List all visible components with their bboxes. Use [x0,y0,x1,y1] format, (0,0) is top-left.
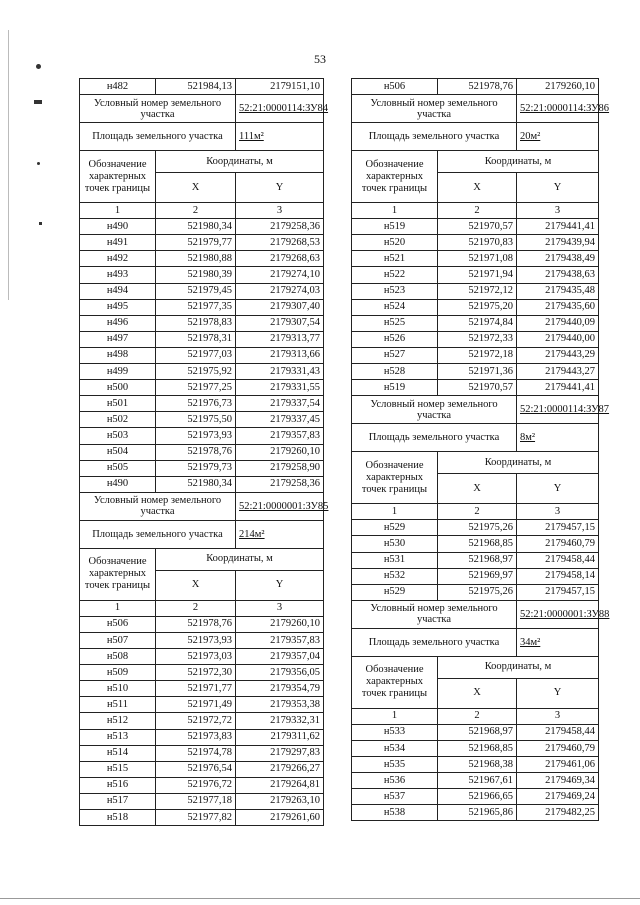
header-coordinates: Координаты, м [156,548,324,570]
point-id: н506 [352,79,438,95]
point-id: н530 [352,536,438,552]
coord-y: 2179443,27 [517,364,599,380]
coord-x: 521980,39 [156,267,236,283]
coord-y: 2179353,38 [236,697,324,713]
column-number: 3 [517,203,599,219]
table-row [352,757,599,773]
parcel-meta-label: Площадь земельного участка [80,123,236,151]
table-row [80,331,324,347]
point-id: н531 [352,552,438,568]
coord-y: 2179264,81 [236,777,324,793]
column-number: 1 [352,708,438,724]
point-id: н521 [352,251,438,267]
coord-y: 2179440,09 [517,315,599,331]
point-id: н522 [352,267,438,283]
coord-x: 521977,18 [156,793,236,809]
coord-y: 2179441,41 [517,219,599,235]
coord-y: 2179357,83 [236,428,324,444]
point-id: н492 [80,251,156,267]
table-row [80,476,324,492]
parcel-meta-value: 214м² [236,520,324,548]
table-row [80,235,324,251]
point-id: н517 [80,793,156,809]
coord-x: 521972,18 [438,347,517,363]
column-number: 2 [438,504,517,520]
table-row [352,584,599,600]
coordinates-table-left [79,78,329,826]
table-row [352,315,599,331]
point-id: н498 [80,347,156,363]
coord-x: 521977,03 [156,347,236,363]
column-number: 1 [80,203,156,219]
point-id: н490 [80,219,156,235]
point-id: н538 [352,805,438,821]
header-x: X [438,474,517,504]
point-id: н493 [80,267,156,283]
parcel-meta-value: 52:21:0000001:ЗУ88 [517,600,599,628]
coord-x: 521973,93 [156,428,236,444]
coord-x: 521973,93 [156,632,236,648]
coord-x: 521970,57 [438,219,517,235]
coord-x: 521975,20 [438,299,517,315]
column-number-row [80,600,324,616]
coord-y: 2179311,62 [236,729,324,745]
table-row [80,364,324,380]
table-row [352,520,599,536]
header-row [352,656,599,678]
coord-y: 2179307,54 [236,315,324,331]
coord-y: 2179441,41 [517,380,599,396]
point-id: н518 [80,810,156,826]
point-id: н534 [352,740,438,756]
point-id: н490 [80,476,156,492]
point-id: н499 [80,364,156,380]
table-row [80,713,324,729]
table-row [80,315,324,331]
coord-y: 2179313,66 [236,347,324,363]
coord-y: 2179458,44 [517,552,599,568]
coord-y: 2179438,63 [517,267,599,283]
coord-x: 521975,26 [438,520,517,536]
column-number: 2 [438,708,517,724]
table-row [352,740,599,756]
header-row [352,452,599,474]
coord-x: 521969,97 [438,568,517,584]
coord-x: 521979,73 [156,460,236,476]
coord-x: 521967,61 [438,773,517,789]
table-row [80,810,324,826]
parcel-meta-value: 34м² [517,628,599,656]
parcel-meta-row [352,123,599,151]
header-coordinates: Координаты, м [438,656,599,678]
column-number: 2 [438,203,517,219]
parcel-meta-row [352,424,599,452]
coord-y: 2179354,79 [236,681,324,697]
coord-y: 2179357,83 [236,632,324,648]
header-x: X [438,678,517,708]
point-id: н537 [352,789,438,805]
table-row [352,347,599,363]
coord-x: 521968,38 [438,757,517,773]
table-row [352,299,599,315]
coord-x: 521972,72 [156,713,236,729]
page-number: 53 [314,52,326,66]
table-row [80,396,324,412]
table-row [352,364,599,380]
coord-x: 521972,33 [438,331,517,347]
column-number: 1 [352,504,438,520]
coord-y: 2179261,60 [236,810,324,826]
table-row [80,380,324,396]
coord-x: 521977,35 [156,299,236,315]
point-id: н501 [80,396,156,412]
table-row [80,793,324,809]
coord-y: 2179268,63 [236,251,324,267]
table-row [80,616,324,632]
point-id: н496 [80,315,156,331]
point-id: н516 [80,777,156,793]
point-id: н507 [80,632,156,648]
coord-x: 521980,34 [156,476,236,492]
parcel-meta-value: 52:21:0000114:ЗУ86 [517,95,599,123]
coord-x: 521971,08 [438,251,517,267]
parcel-meta-value: 8м² [517,424,599,452]
coord-x: 521973,03 [156,649,236,665]
parcel-meta-row [80,123,324,151]
column-number: 2 [156,600,236,616]
coord-x: 521968,85 [438,740,517,756]
column-number-row [352,708,599,724]
table-row [80,219,324,235]
parcel-meta-value: 20м² [517,123,599,151]
table-row [352,380,599,396]
coord-x: 521971,94 [438,267,517,283]
header-y: Y [517,678,599,708]
coord-y: 2179331,55 [236,380,324,396]
coord-y: 2179260,10 [236,616,324,632]
parcel-meta-row [352,396,599,424]
coord-y: 2179469,24 [517,789,599,805]
point-id: н505 [80,460,156,476]
point-id: н527 [352,347,438,363]
coord-x: 521973,83 [156,729,236,745]
coord-x: 521977,25 [156,380,236,396]
coord-x: 521970,83 [438,235,517,251]
table-row [80,428,324,444]
table-row [352,219,599,235]
coord-x: 521972,12 [438,283,517,299]
coord-y: 2179258,90 [236,460,324,476]
table-row [352,552,599,568]
table-row [80,632,324,648]
table-row [352,536,599,552]
coord-x: 521971,49 [156,697,236,713]
point-id: н523 [352,283,438,299]
table-row [80,681,324,697]
parcel-meta-label: Условный номер земельного участка [352,95,517,123]
table-row [352,773,599,789]
coord-y: 2179313,77 [236,331,324,347]
point-id: н482 [80,79,156,95]
column-number: 3 [517,504,599,520]
coord-x: 521975,92 [156,364,236,380]
table-row [80,251,324,267]
parcel-meta-label: Площадь земельного участка [80,520,236,548]
header-row [80,548,324,570]
table-row [80,412,324,428]
scan-margin-marks [0,0,60,905]
point-id: н514 [80,745,156,761]
coord-y: 2179260,10 [517,79,599,95]
column-number: 2 [156,203,236,219]
point-id: н504 [80,444,156,460]
parcel-meta-row [80,492,324,520]
header-designation: Обозначение характерных точек границы [352,656,438,708]
coord-y: 2179258,36 [236,219,324,235]
point-id: н524 [352,299,438,315]
coord-y: 2179435,48 [517,283,599,299]
column-number-row [352,203,599,219]
header-coordinates: Координаты, м [156,151,324,173]
coord-y: 2179457,15 [517,584,599,600]
header-x: X [156,173,236,203]
header-coordinates: Координаты, м [438,452,599,474]
coord-x: 521976,73 [156,396,236,412]
table-row [80,347,324,363]
column-number: 3 [517,708,599,724]
header-y: Y [236,173,324,203]
coord-x: 521972,30 [156,665,236,681]
coordinates-table-right [351,78,610,821]
parcel-meta-row [352,600,599,628]
coord-y: 2179337,54 [236,396,324,412]
table-row [80,79,324,95]
coord-y: 2179268,53 [236,235,324,251]
column-number: 3 [236,600,324,616]
coord-y: 2179457,15 [517,520,599,536]
coord-y: 2179307,40 [236,299,324,315]
coord-y: 2179460,79 [517,740,599,756]
coord-y: 2179438,49 [517,251,599,267]
coord-y: 2179337,45 [236,412,324,428]
table-row [352,789,599,805]
coord-x: 521974,84 [438,315,517,331]
coord-y: 2179439,94 [517,235,599,251]
table-row [80,460,324,476]
parcel-meta-value: 52:21:0000114:ЗУ84 [236,95,324,123]
table-row [80,697,324,713]
point-id: н529 [352,520,438,536]
point-id: н511 [80,697,156,713]
table-row [80,283,324,299]
parcel-meta-value: 111м² [236,123,324,151]
header-row [80,151,324,173]
coord-x: 521968,97 [438,552,517,568]
header-designation: Обозначение характерных точек границы [80,151,156,203]
table-row [80,729,324,745]
coord-y: 2179469,34 [517,773,599,789]
coord-x: 521968,97 [438,724,517,740]
parcel-meta-value: 52:21:0000001:ЗУ85 [236,492,324,520]
coord-x: 521971,36 [438,364,517,380]
coord-y: 2179443,29 [517,347,599,363]
coord-x: 521966,65 [438,789,517,805]
parcel-meta-row [352,628,599,656]
table-row [80,665,324,681]
coord-y: 2179460,79 [517,536,599,552]
coord-x: 521978,76 [156,616,236,632]
coord-x: 521975,50 [156,412,236,428]
point-id: н512 [80,713,156,729]
column-number: 1 [352,203,438,219]
coord-x: 521970,57 [438,380,517,396]
table-row [80,649,324,665]
header-y: Y [517,173,599,203]
coord-y: 2179260,10 [236,444,324,460]
point-id: н526 [352,331,438,347]
point-id: н533 [352,724,438,740]
point-id: н491 [80,235,156,251]
coord-x: 521979,77 [156,235,236,251]
coord-y: 2179332,31 [236,713,324,729]
column-number-row [352,504,599,520]
parcel-meta-label: Условный номер земельного участка [80,492,236,520]
table-row [352,805,599,821]
table-row [80,444,324,460]
point-id: н528 [352,364,438,380]
table-row [352,251,599,267]
coord-y: 2179458,44 [517,724,599,740]
coord-x: 521978,76 [156,444,236,460]
point-id: н506 [80,616,156,632]
point-id: н515 [80,761,156,777]
coord-y: 2179356,05 [236,665,324,681]
parcel-meta-row [80,520,324,548]
parcel-meta-row [352,95,599,123]
column-number-row [80,203,324,219]
parcel-meta-row [80,95,324,123]
parcel-meta-value: 52:21:0000114:ЗУ87 [517,396,599,424]
coord-y: 2179266,27 [236,761,324,777]
parcel-meta-label: Условный номер земельного участка [352,396,517,424]
table-row [352,79,599,95]
coord-x: 521965,86 [438,805,517,821]
parcel-meta-label: Площадь земельного участка [352,424,517,452]
coord-x: 521978,76 [438,79,517,95]
coord-x: 521979,45 [156,283,236,299]
parcel-meta-label: Условный номер земельного участка [352,600,517,628]
point-id: н500 [80,380,156,396]
point-id: н525 [352,315,438,331]
point-id: н519 [352,219,438,235]
table-row [352,267,599,283]
table-row [352,283,599,299]
point-id: н494 [80,283,156,299]
header-designation: Обозначение характерных точек границы [352,151,438,203]
table-row [80,299,324,315]
point-id: н502 [80,412,156,428]
coord-x: 521968,85 [438,536,517,552]
header-x: X [156,570,236,600]
point-id: н495 [80,299,156,315]
coord-y: 2179440,00 [517,331,599,347]
coord-y: 2179297,83 [236,745,324,761]
table-row [80,745,324,761]
point-id: н509 [80,665,156,681]
table-row [352,568,599,584]
parcel-meta-label: Условный номер земельного участка [80,95,236,123]
point-id: н520 [352,235,438,251]
coord-x: 521976,54 [156,761,236,777]
header-designation: Обозначение характерных точек границы [352,452,438,504]
bottom-rule [0,898,640,899]
point-id: н532 [352,568,438,584]
point-id: н535 [352,757,438,773]
coord-x: 521984,13 [156,79,236,95]
coord-x: 521980,88 [156,251,236,267]
point-id: н529 [352,584,438,600]
coord-x: 521980,34 [156,219,236,235]
coord-y: 2179331,43 [236,364,324,380]
coord-x: 521978,83 [156,315,236,331]
coord-y: 2179435,60 [517,299,599,315]
table-row [80,777,324,793]
parcel-meta-label: Площадь земельного участка [352,628,517,656]
table-row [80,267,324,283]
table-row [352,331,599,347]
coord-x: 521974,78 [156,745,236,761]
header-y: Y [236,570,324,600]
parcel-meta-label: Площадь земельного участка [352,123,517,151]
coord-x: 521971,77 [156,681,236,697]
point-id: н510 [80,681,156,697]
table-row [80,761,324,777]
point-id: н503 [80,428,156,444]
coord-y: 2179461,06 [517,757,599,773]
point-id: н513 [80,729,156,745]
header-y: Y [517,474,599,504]
coord-y: 2179151,10 [236,79,324,95]
header-coordinates: Координаты, м [438,151,599,173]
point-id: н536 [352,773,438,789]
column-number: 1 [80,600,156,616]
coord-y: 2179458,14 [517,568,599,584]
table-row [352,724,599,740]
table-row [352,235,599,251]
coord-y: 2179263,10 [236,793,324,809]
coord-y: 2179258,36 [236,476,324,492]
point-id: н497 [80,331,156,347]
coord-x: 521978,31 [156,331,236,347]
point-id: н508 [80,649,156,665]
coord-x: 521976,72 [156,777,236,793]
header-x: X [438,173,517,203]
coord-y: 2179274,03 [236,283,324,299]
coord-y: 2179274,10 [236,267,324,283]
coord-x: 521975,26 [438,584,517,600]
coord-x: 521977,82 [156,810,236,826]
point-id: н519 [352,380,438,396]
header-row [352,151,599,173]
column-number: 3 [236,203,324,219]
coord-y: 2179357,04 [236,649,324,665]
coord-y: 2179482,25 [517,805,599,821]
header-designation: Обозначение характерных точек границы [80,548,156,600]
